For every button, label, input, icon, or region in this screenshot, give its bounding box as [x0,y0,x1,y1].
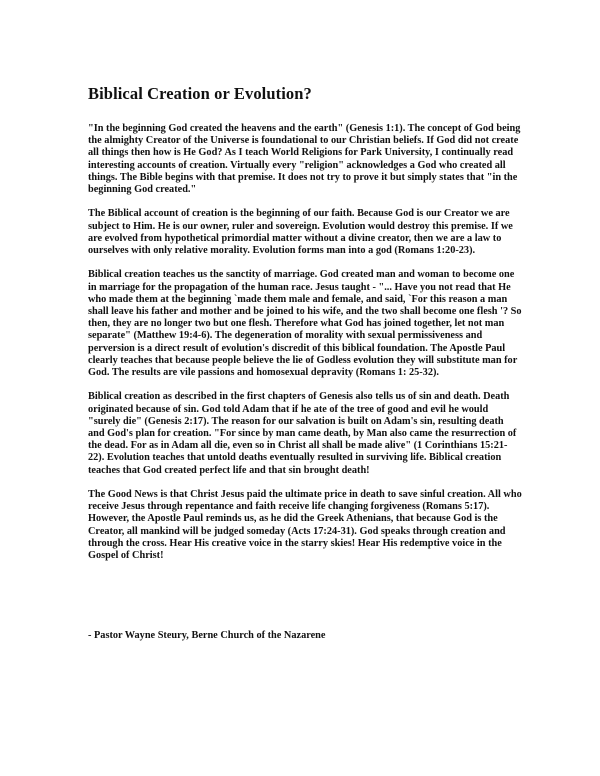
page-title: Biblical Creation or Evolution? [88,84,312,103]
paragraph: Biblical creation teaches us the sanctity of marriage. God created man and woman to become one in marriage for the propagation of the human race. Jesus taught - "... Have you not read that He who made them at the beginning `made them male and female, and said, `For this reason a man shall leave his father and mother and be joined to his wife, and the two shall become one flesh '? So then, they are no longer two but one flesh. Therefore what God has joined together, let not man separate" (Matthew 19:4-6). The degeneration of morality with sexual permissiveness and perversion is a direct result of evolution's discredit of this biblical foundation. The Apostle Paul clearly teaches that because people believe the lie of Godless evolution they will substitute man for God. The results are vile passions and homosexual depravity (Romans 1: 25-32). [88,269,522,379]
paragraph: The Good News is that Christ Jesus paid the ultimate price in death to save sinful creation. All who receive Jesus through repentance and faith receive life changing forgiveness (Romans 5:17). However, the Apostle Paul reminds us, as he did the Greek Athenians, that because God is the Creator, all mankind will be judged someday (Acts 17:24-31). God speaks through creation and through the cross. Hear His creative voice in the starry skies! Hear His redemptive voice in the Gospel of Christ! [88,489,522,562]
paragraph: "In the beginning God created the heavens and the earth" (Genesis 1:1). The concept of God being the almighty Creator of the Universe is foundational to our Christian beliefs. If God did not create all things then how is He God? As I teach World Religions for Park University, I continually read interesting accounts of creation. Virtually every "religion" acknowledges a God who created all things. The Bible begins with that premise. It does not try to prove it but simply states that "in the beginning God created." [88,123,521,196]
paragraph: The Biblical account of creation is the beginning of our faith. Because God is our Creator we are subject to Him. He is our owner, ruler and sovereign. Evolution would destroy this premise. If we are evolved from hypothetical primordial matter without a divine creator, then we are a law to ourselves with only relative morality. Evolution forms man into a god (Romans 1:20-23). [88,208,513,257]
signature: - Pastor Wayne Steury, Berne Church of the Nazarene [88,630,326,641]
paragraph: Biblical creation as described in the first chapters of Genesis also tells us of sin and death. Death originated because of sin. God told Adam that if he ate of the tree of good and evil he would "surely die" (Genesis 2:17). The reason for our salvation is built on Adam's sin, resulting death and God's plan for creation. "For since by man came death, by Man also came the resurrection of the dead. For as in Adam all die, even so in Christ all shall be made alive" (1 Corinthians 15:21-22). Evolution teaches that untold deaths eventually resulted in surviving life. Biblical creation teaches that God created perfect life and that sin brought death! [88,391,517,476]
article-body [88,123,522,574]
